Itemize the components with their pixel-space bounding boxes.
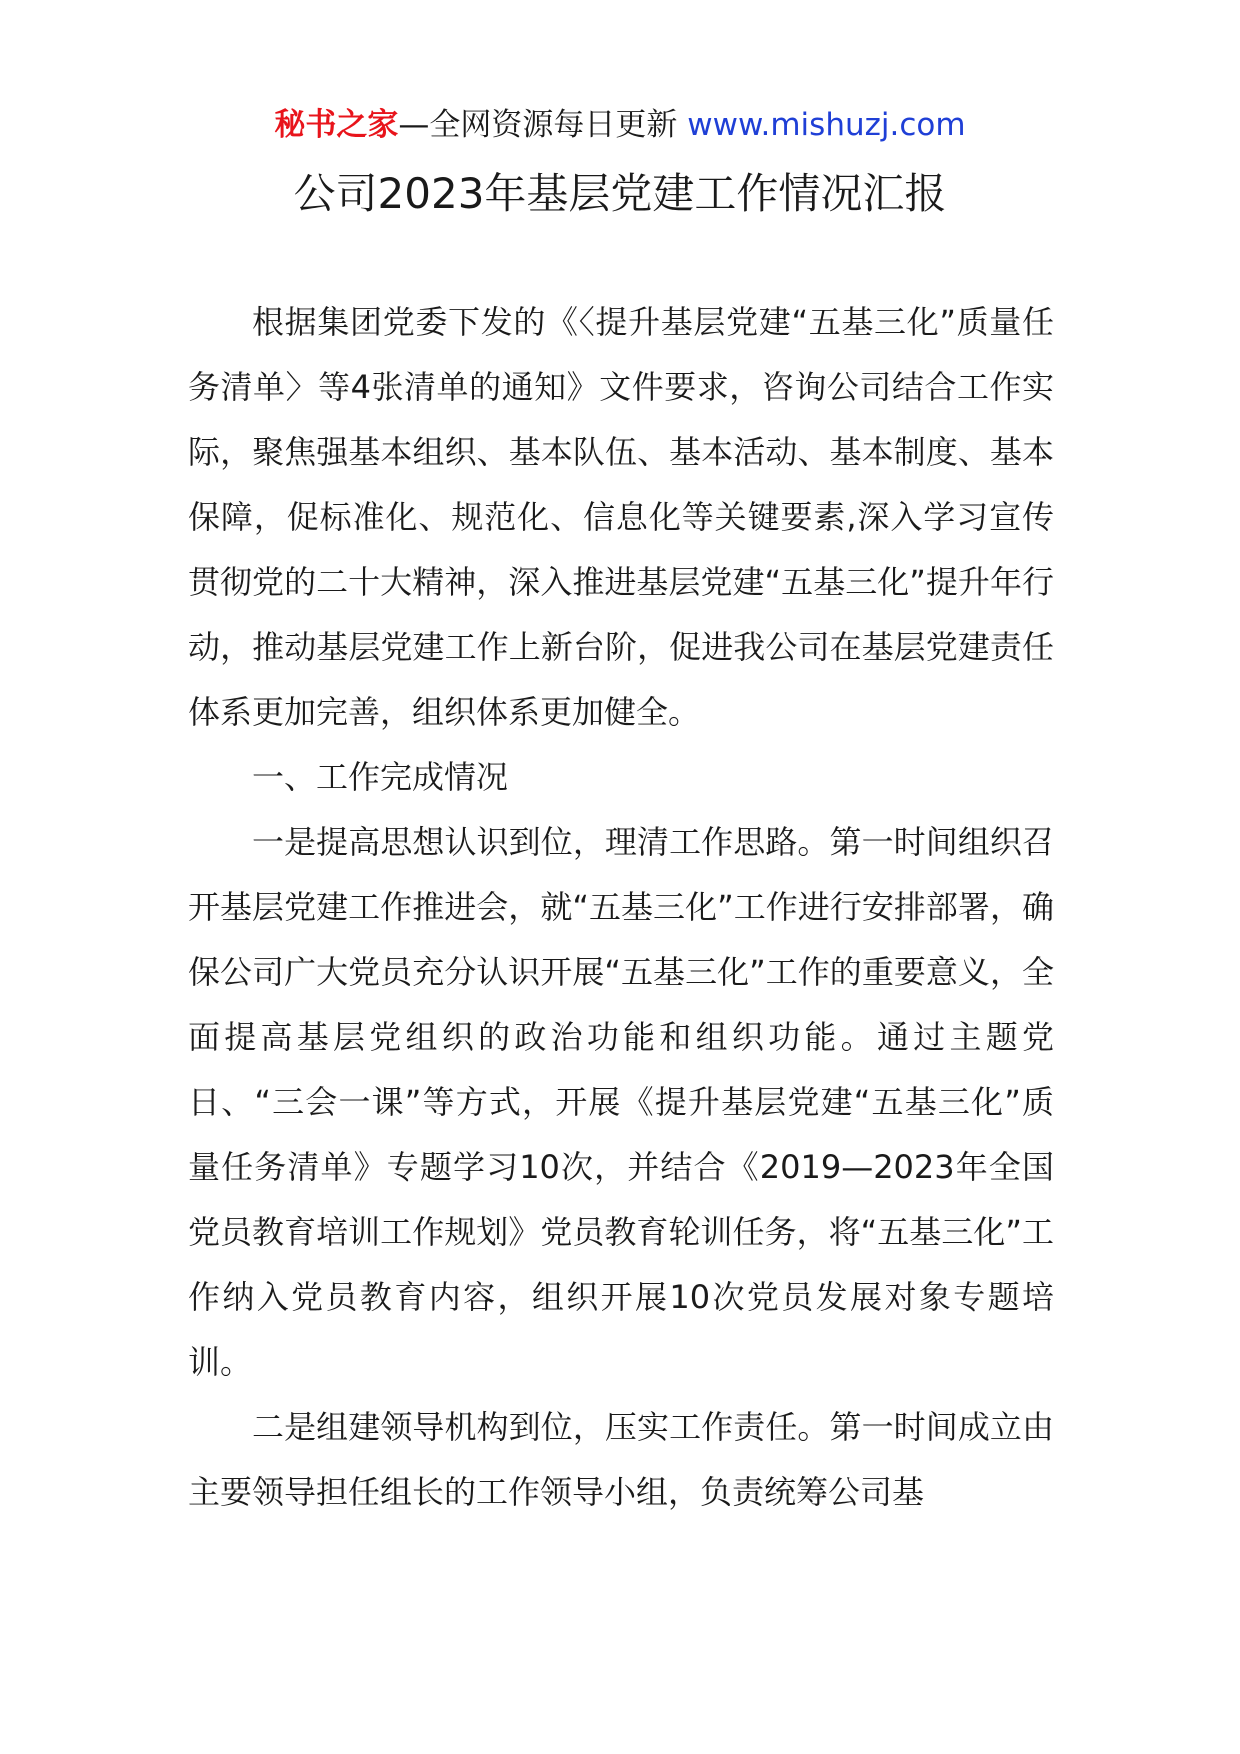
document-title: 公司2023年基层党建工作情况汇报 [293,169,947,218]
paragraph-point-one: 一是提高思想认识到位，理清工作思路。第一时间组织召开基层党建工作推进会，就“五基三化”工作进行安排部署，确保公司广大党员充分认识开展“五基三化”工作的重要意义，全面提高基层党组织的政治功能和组织功能。通过主题党日、“三会一课”等方式，开展《提升基层党建“五基三化”质量任务清单》专题学习10次，并结合《2019—2023年全国党员教育培训工作规划》党员教育轮训任务，将“五基三化”工作纳入党员教育内容，组织开展10次党员发展对象专题培训。 [188,823,1054,1381]
section-heading: 一、工作完成情况 [252,758,509,796]
paragraph-point-two: 二是组建领导机构到位，压实工作责任。第一时间成立由主要领导担任组长的工作领导小组，负责统筹公司基 [188,1408,1054,1511]
paragraph-intro: 根据集团党委下发的《〈提升基层党建“五基三化”质量任务清单〉等4张清单的通知》文件要求，咨询公司结合工作实际，聚焦强基本组织、基本队伍、基本活动、基本制度、基本保障，促标准化、规范化、信息化等关键要素,深入学习宣传贯彻党的二十大精神，深入推进基层党建“五基三化”提升年行动，推动基层党建工作上新台阶，促进我公司在基层党建责任体系更加完善，组织体系更加健全。 [188,303,1054,731]
site-url-link[interactable]: www.mishuzj.com [687,107,966,143]
site-header [0,100,1240,150]
brand-name: 秘书之家 [274,107,399,143]
document-body [188,290,1054,1525]
header-tagline: —全网资源每日更新 [398,107,688,143]
